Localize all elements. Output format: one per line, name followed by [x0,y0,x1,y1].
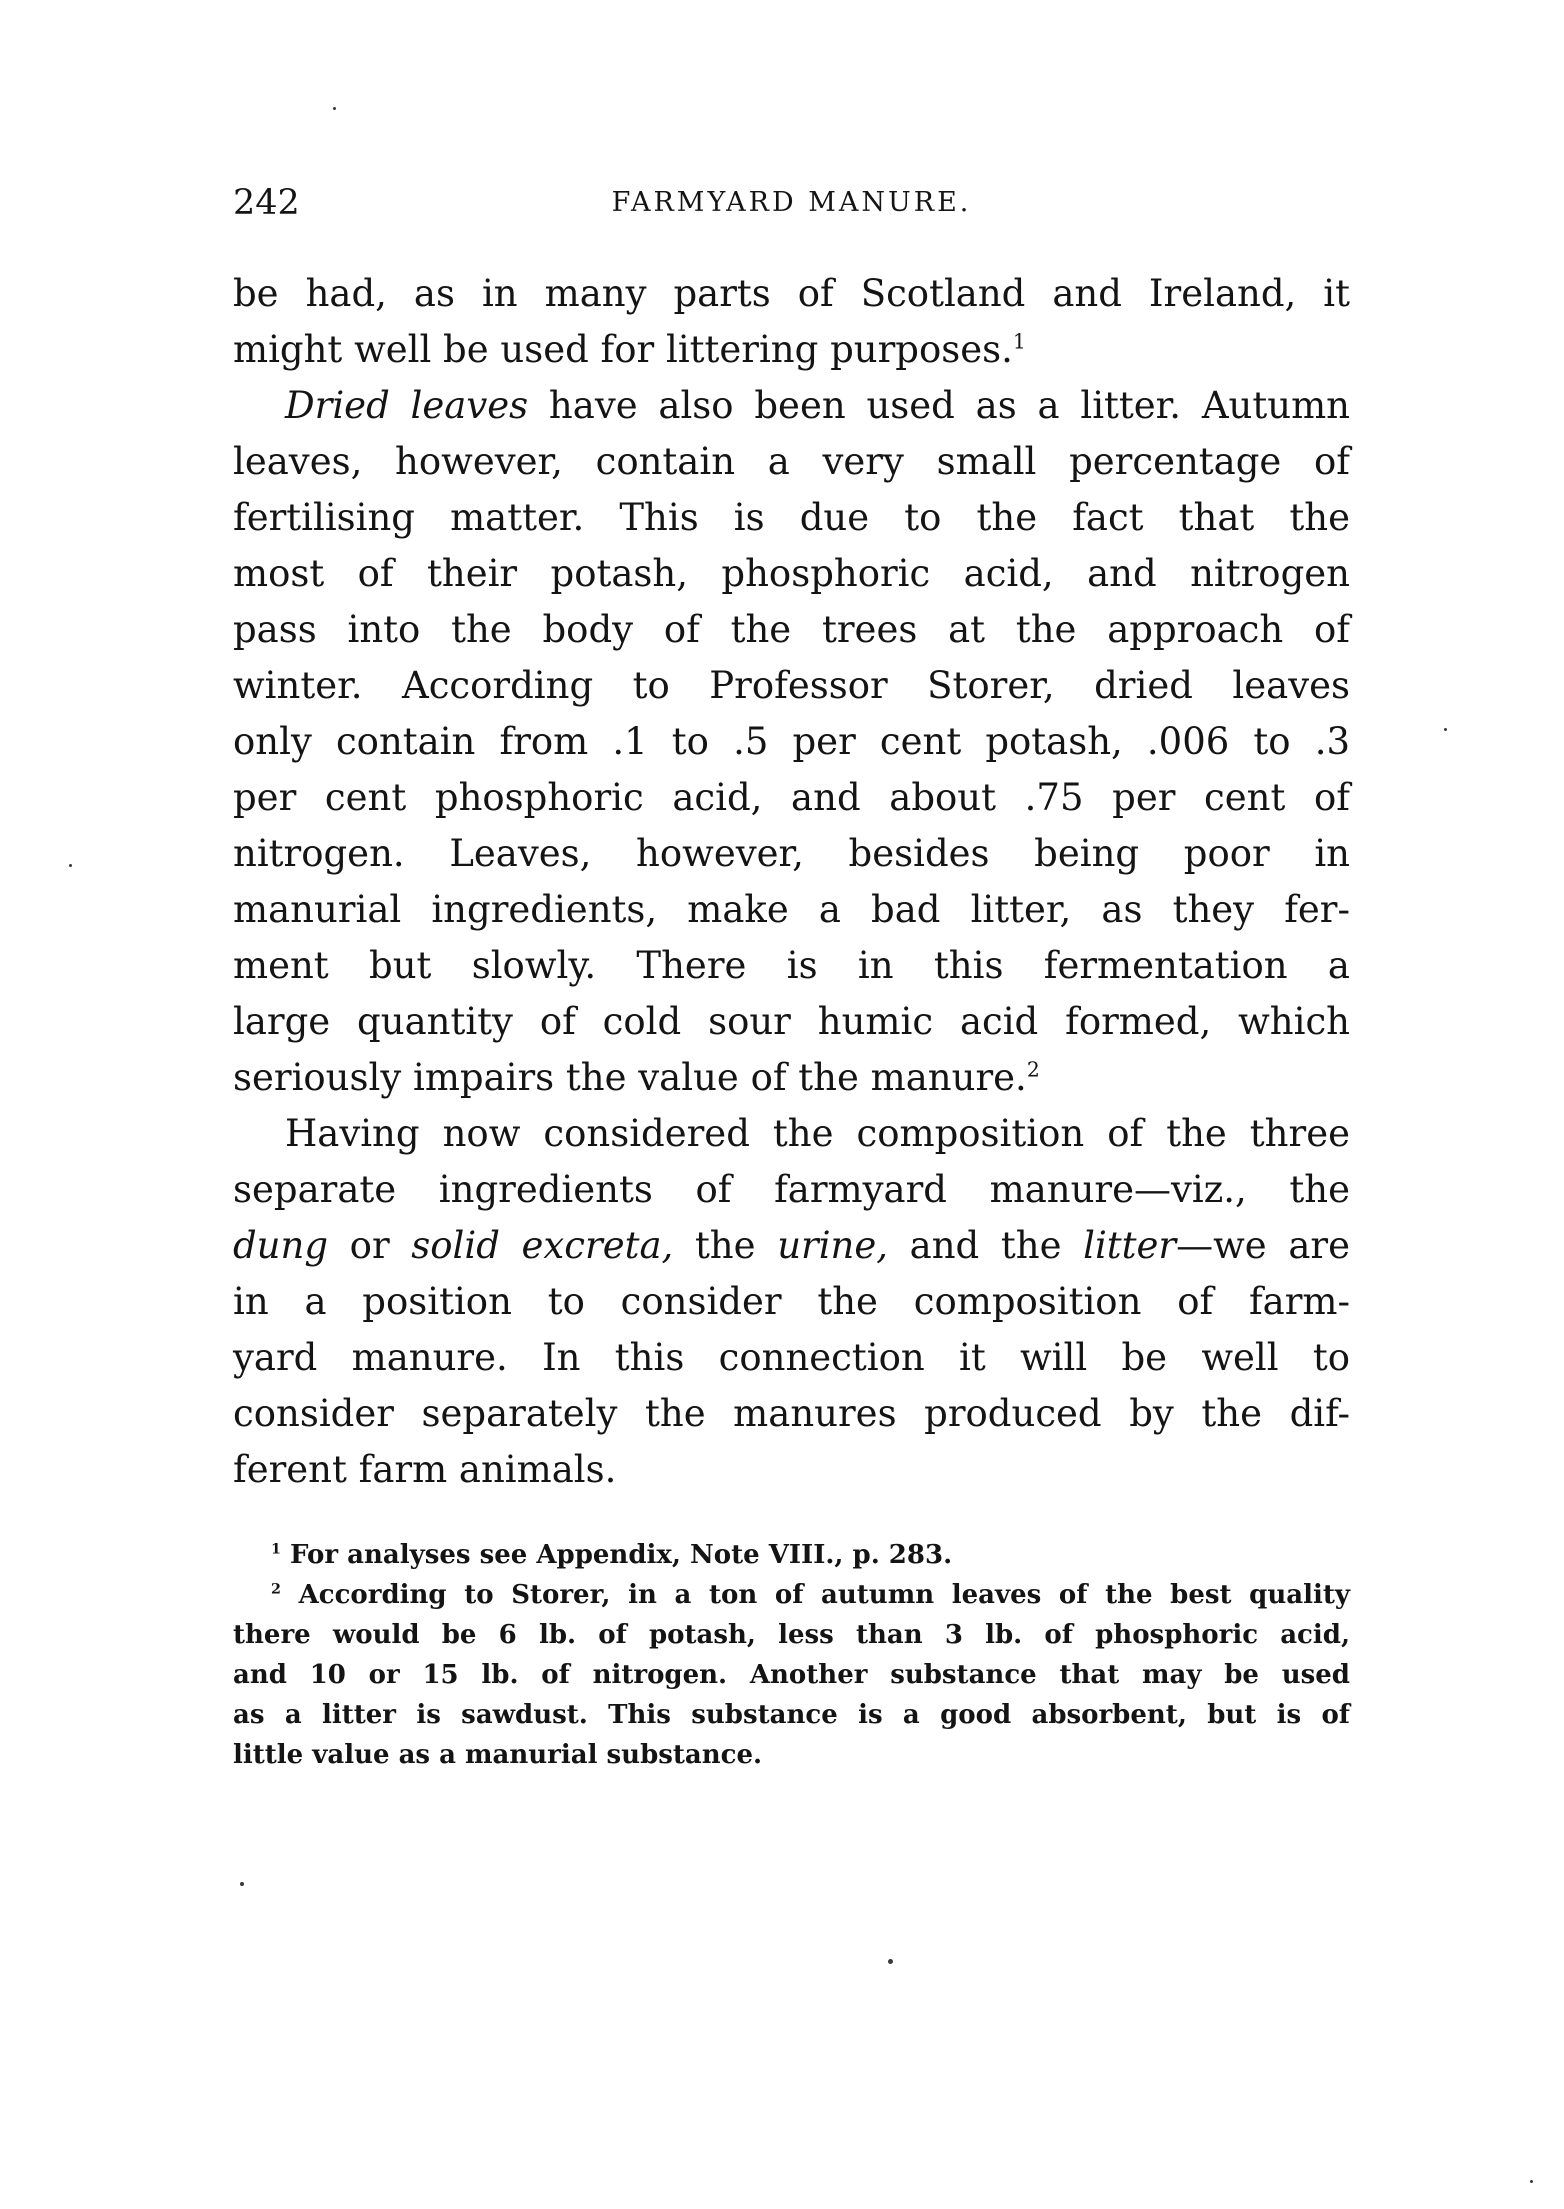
text-line: large quantity of cold sour humic acid formed, which [233,1000,1350,1043]
italic-term: Dried leaves [285,384,529,427]
italic-term: dung [233,1224,329,1267]
page-header [233,178,1350,228]
text-line: per cent phosphoric acid, and about .75 per cent of [233,776,1350,819]
text-line: fertilising matter. This is due to the fact that the [233,496,1350,539]
page-number: 242 [233,183,300,223]
text-line: consider separately the manures produced by the dif- [233,1392,1350,1435]
body-text [233,266,1350,1498]
text-line: most of their potash, phosphoric acid, and nitrogen [233,552,1350,595]
italic-term: litter [1083,1224,1177,1267]
running-title: FARMYARD MANURE. [611,187,972,218]
footnote-line: as a litter is sawdust. This substance is a good absorbent, but is of [233,1700,1350,1730]
text-line: only contain from .1 to .5 per cent potash, .006 to .3 [233,720,1350,763]
italic-term: urine, [777,1224,889,1267]
line-text: might well be used for littering purposes. [233,328,1013,371]
text-line: manurial ingredients, make a bad litter, as they fer- [233,888,1350,931]
footnote-text: According to Storer, in a ton of autumn leaves of the best quality [280,1580,1350,1610]
line-text: the [673,1224,778,1267]
footnote-reference: 1 [1012,329,1026,354]
text-line: be had, as in many parts of Scotland and Ireland, it [233,272,1350,315]
line-text: have also been used as a litter. Autumn [528,384,1350,427]
scan-speck [240,1882,244,1886]
footnote-line: and 10 or 15 lb. of nitrogen. Another substance that may be used [233,1660,1350,1690]
text-line: ferent farm animals. [233,1448,617,1491]
line-text: seriously impairs the value of the manure. [233,1056,1027,1099]
text-line: pass into the body of the trees at the approach of [233,608,1350,651]
text-line: in a position to consider the composition of farm- [233,1280,1350,1323]
footnote-mark: 2 [271,1581,281,1598]
line-text: and the [888,1224,1084,1267]
footnote-text: For analyses see Appendix, Note VIII., p. 283. [280,1540,953,1570]
text-line [233,378,1350,434]
footnote-mark: 1 [271,1541,281,1558]
text-line: Having now considered the composition of the three [285,1112,1350,1155]
text-line: yard manure. In this connection it will be well to [233,1336,1350,1379]
text-line: separate ingredients of farmyard manure—viz., the [233,1168,1350,1211]
scan-speck [69,864,72,867]
scan-speck [888,1959,893,1964]
scan-speck [1530,2180,1533,2183]
line-text: or [328,1224,412,1267]
footnote-1 [233,1535,1350,1575]
footnote-line: little value as a manurial substance. [233,1740,763,1770]
scan-speck [333,107,336,110]
text-line [233,1218,1350,1274]
italic-term: solid excreta, [411,1224,674,1267]
text-line [233,1050,1350,1106]
footnote-line: there would be 6 lb. of potash, less than 3 lb. of phosphoric acid, [233,1620,1350,1650]
text-line: leaves, however, contain a very small percentage of [233,440,1350,483]
text-line: nitrogen. Leaves, however, besides being poor in [233,832,1350,875]
line-text: —we are [1176,1224,1350,1267]
footnote-2 [233,1575,1350,1615]
footnote-reference: 2 [1026,1057,1040,1082]
text-line: winter. According to Professor Storer, dried leaves [233,664,1350,707]
footnotes [233,1535,1350,1775]
text-line [233,322,1350,378]
text-line: ment but slowly. There is in this fermentation a [233,944,1350,987]
scan-speck [1444,728,1447,731]
